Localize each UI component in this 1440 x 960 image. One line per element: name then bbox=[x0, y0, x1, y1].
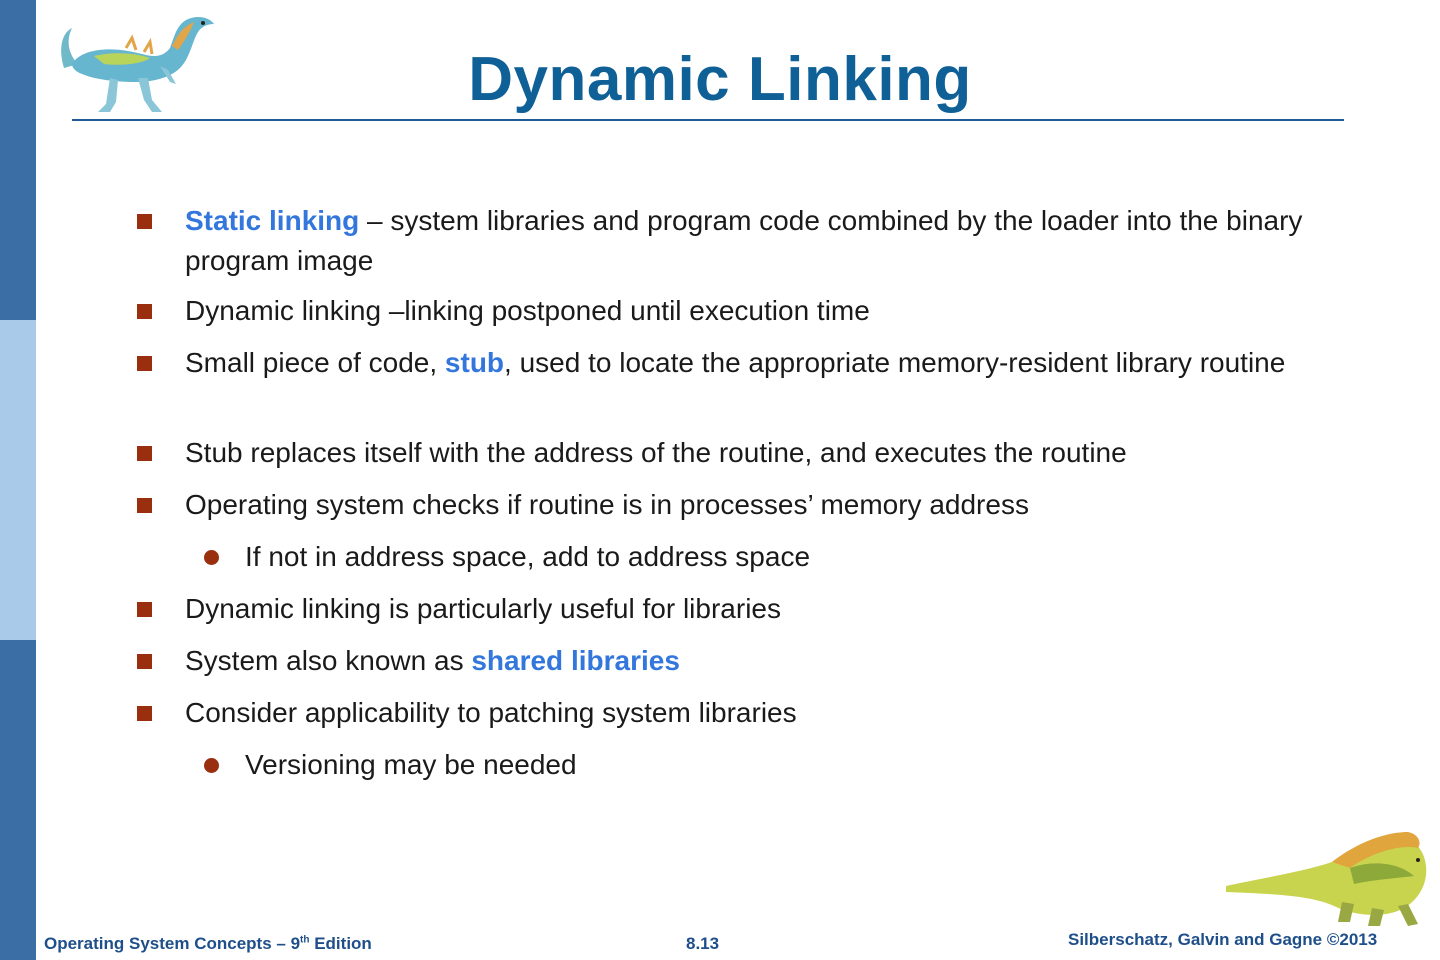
bullet-square-icon bbox=[137, 304, 152, 319]
bullet-square-icon bbox=[137, 602, 152, 617]
bullet-dot-icon bbox=[204, 550, 219, 565]
bullet-item bbox=[185, 485, 1335, 525]
bullet-item bbox=[185, 641, 1335, 681]
highlighted-term: Static linking bbox=[185, 205, 360, 236]
bullet-square-icon bbox=[137, 706, 152, 721]
bullet-square-icon bbox=[137, 498, 152, 513]
bullet-text: System also known as bbox=[185, 645, 472, 676]
bullet-square-icon bbox=[137, 654, 152, 669]
bullet-item bbox=[185, 693, 1335, 733]
bullet-item bbox=[185, 589, 1335, 629]
bullet-dot-icon bbox=[204, 758, 219, 773]
bullet-text: Dynamic linking is particularly useful for libraries bbox=[185, 593, 781, 624]
highlighted-term: stub bbox=[444, 347, 505, 378]
footer-authors: Silberschatz, Galvin and Gagne ©2013 bbox=[1068, 930, 1378, 949]
bullet-square-icon bbox=[137, 446, 152, 461]
sub-bullet-item bbox=[245, 745, 1395, 785]
highlighted-term: shared libraries bbox=[471, 645, 680, 676]
bullet-text: – system libraries and program code combined by the loader into the binary program image bbox=[185, 205, 1303, 276]
bullet-text: If not in address space, add to address space bbox=[245, 541, 811, 572]
bullet-item bbox=[185, 343, 1335, 383]
bullet-item bbox=[185, 291, 1335, 331]
bullet-item bbox=[185, 201, 1335, 281]
bullet-square-icon bbox=[137, 356, 152, 371]
slide-number: 8.13 bbox=[686, 934, 720, 953]
sub-bullet-item bbox=[245, 537, 1395, 577]
bullet-text: Stub replaces itself with the address of the routine, and executes the routine bbox=[185, 437, 1127, 468]
slide-title: Dynamic Linking bbox=[468, 45, 972, 114]
footer-book-title: Operating System Concepts – 9th Edition bbox=[44, 934, 372, 953]
bullet-text: , used to locate the appropriate memory-resident library routine bbox=[504, 347, 1286, 378]
bullet-text: Operating system checks if routine is in processes’ memory address bbox=[185, 489, 1029, 520]
bullet-square-icon bbox=[137, 214, 152, 229]
bullet-text: Versioning may be needed bbox=[245, 749, 577, 780]
bullet-text: Small piece of code, bbox=[185, 347, 445, 378]
bullet-text: Consider applicability to patching system libraries bbox=[185, 697, 797, 728]
bullet-item bbox=[185, 433, 1335, 473]
bullet-text: Dynamic linking –linking postponed until execution time bbox=[185, 295, 870, 326]
